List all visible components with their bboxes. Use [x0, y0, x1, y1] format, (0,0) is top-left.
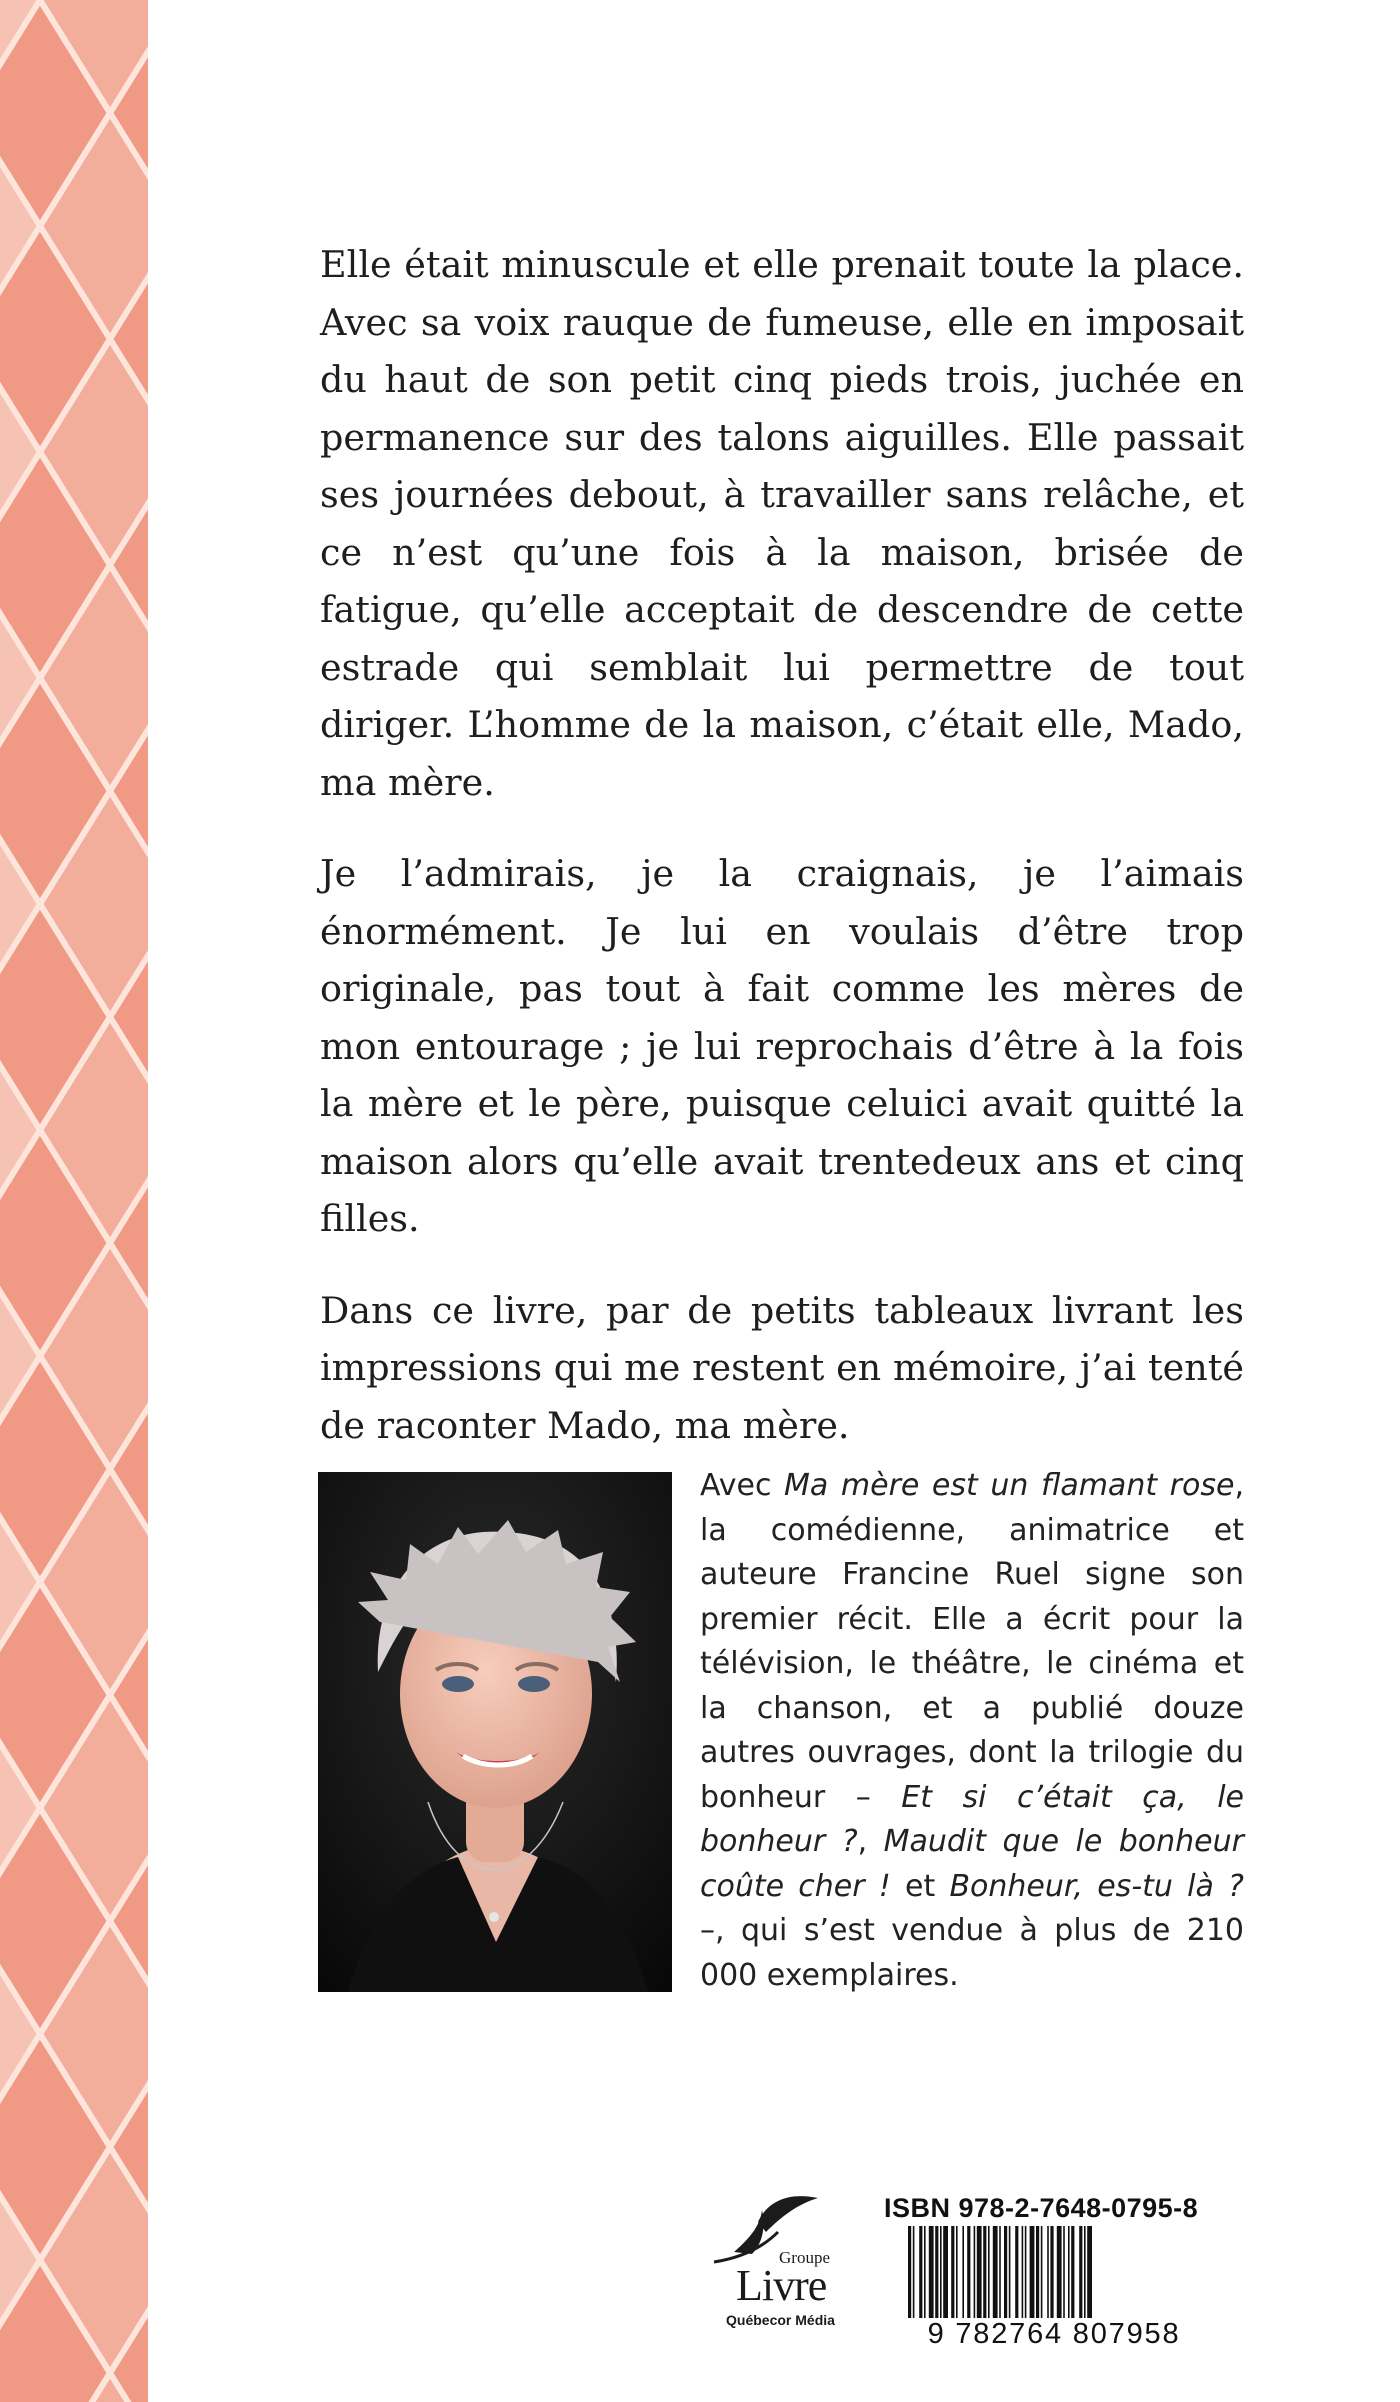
bio-book-title: Ma mère est un flamant rose [784, 1468, 1235, 1503]
barcode-bar [974, 2226, 976, 2318]
blurb-paragraph-2: Je l’admirais, je la craignais, je l’aimais énormément. Je lui en voulais d’être trop originale, pas tout à fait comme les mères de mon entourage ; je lui reprochais d’être à la fois la mère et le père, puisque celuici avait quitté la maison alors qu’elle avait trentedeux ans et cinq filles. [320, 852, 1244, 1240]
bio-text-3: , [857, 1824, 884, 1859]
barcode-bar [951, 2226, 954, 2318]
barcode-bar [983, 2226, 986, 2318]
logo-quebecor-media: Québecor Média [726, 2312, 835, 2328]
bio-trilogy-title-1: Et si c’était ça, le bonheur ? [700, 1779, 1244, 1859]
bio-text-5: –, qui s’est vendue à plus de 210 000 exemplaires. [700, 1913, 1244, 1993]
barcode-bar [1071, 2226, 1074, 2318]
author-photo [318, 1472, 672, 1992]
logo-livre: Livre [736, 2261, 827, 2310]
barcode-bar [935, 2226, 938, 2318]
bio-text-4: et [890, 1868, 950, 1904]
blurb-paragraph-3: Dans ce livre, par de petits tableaux livrant les impressions qui me restent en mémoire, j’ai tenté de raconter Mado, ma mère. [320, 1288, 1244, 1447]
barcode-bar [1036, 2226, 1039, 2318]
barcode-bar [1047, 2226, 1049, 2318]
barcode-bar [1041, 2226, 1043, 2318]
barcode-bar [940, 2226, 942, 2318]
barcode-bar [1050, 2226, 1053, 2318]
barcode-bar [993, 2226, 998, 2318]
publisher-logo [700, 2188, 860, 2338]
barcode-bar [977, 2226, 982, 2318]
barcode-digits: 9 782764 807958 [884, 2318, 1224, 2351]
barcode-bar [962, 2226, 964, 2318]
barcode-bar [1025, 2226, 1027, 2318]
bio-trilogy-title-3: Bonheur, es-tu là ? [949, 1868, 1244, 1904]
spine-pattern [0, 0, 148, 2402]
bio-trilogy-title-2: Maudit que le bonheur coûte cher ! [700, 1824, 1244, 1904]
barcode-bar [956, 2226, 958, 2318]
barcode-bar [1057, 2226, 1062, 2318]
barcode-bar [1063, 2226, 1065, 2318]
barcode [884, 2226, 1224, 2350]
blurb-paragraph-1: Elle était minuscule et elle prenait toute la place. Avec sa voix rauque de fumeuse, elle en imposait du haut de son petit cinq pieds trois, juchée en permanence sur des talons aiguilles. Elle passait ses journées debout, à travailler sans relâche, et ce n’est qu’une fois à la maison, brisée de fatigue, qu’elle acceptait de descendre de cette estrade qui semblait lui permettre de tout diriger. L’homme de la maison, c’était elle, Mado, ma mère. [320, 243, 1244, 804]
author-bio [700, 1464, 1244, 1998]
barcode-bar [1009, 2226, 1011, 2318]
barcode-bar [1079, 2226, 1082, 2318]
barcode-bar [1084, 2226, 1086, 2318]
logo-groupe: Groupe [779, 2248, 830, 2267]
barcode-bar [1068, 2226, 1070, 2318]
barcode-bar [929, 2226, 934, 2318]
barcode-bar [924, 2226, 926, 2318]
back-cover-blurb [320, 236, 1244, 1488]
barcode-bar [967, 2226, 970, 2318]
barcode-bar [988, 2226, 990, 2318]
barcode-bar [943, 2226, 948, 2318]
barcode-bar [1022, 2226, 1024, 2318]
isbn-label: ISBN 978-2-7648-0795-8 [884, 2193, 1199, 2223]
barcode-bar [919, 2226, 922, 2318]
bio-text-2: , la comédienne, animatrice et auteure Francine Ruel signe son premier récit. Elle a écrit pour la télévision, le théâtre, le cinéma et la chanson, et a publié douze autres ouvrages, dont la trilogie du bonheur – [700, 1468, 1244, 1815]
barcode-bar [1015, 2226, 1018, 2318]
bio-text-1: Avec [700, 1468, 785, 1503]
barcode-bar [1030, 2226, 1035, 2318]
